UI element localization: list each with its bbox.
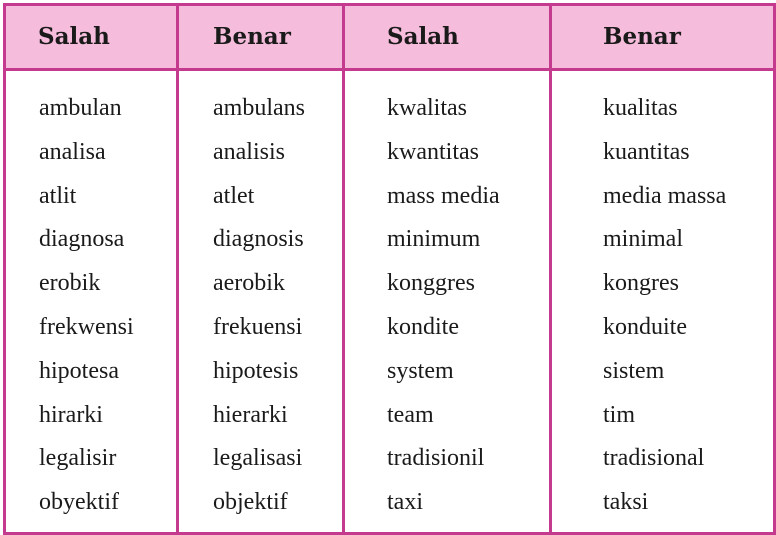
list-item: sistem <box>603 357 665 384</box>
list-item: aerobik <box>213 270 285 297</box>
list-item: analisa <box>39 138 106 165</box>
list-item: hirarki <box>39 401 103 428</box>
table-header <box>6 6 773 71</box>
header-benar-2: Benar <box>603 23 681 50</box>
list-item: hierarki <box>213 401 288 428</box>
list-item: atlit <box>39 182 77 209</box>
list-item: frekuensi <box>213 313 303 340</box>
list-item: frekwensi <box>39 313 134 340</box>
column-divider <box>549 6 552 532</box>
list-item: kongres <box>603 270 679 297</box>
list-item: taksi <box>603 489 649 516</box>
header-salah-2: Salah <box>387 23 459 50</box>
column-salah-2 <box>387 87 500 525</box>
list-item: kualitas <box>603 95 678 121</box>
list-item: ambulans <box>213 95 305 121</box>
list-item: kwalitas <box>387 95 467 121</box>
column-divider <box>176 6 179 532</box>
list-item: obyektif <box>39 489 119 516</box>
list-item: tradisionil <box>387 445 485 472</box>
list-item: minimum <box>387 226 481 253</box>
list-item: kwantitas <box>387 138 479 165</box>
list-item: system <box>387 357 454 384</box>
list-item: objektif <box>213 489 288 516</box>
list-item: minimal <box>603 226 683 253</box>
column-benar-1 <box>213 87 305 525</box>
list-item: konggres <box>387 270 475 297</box>
column-salah-1 <box>39 87 134 525</box>
word-table <box>3 3 776 535</box>
header-salah-1: Salah <box>38 23 110 50</box>
list-item: hipotesis <box>213 357 299 384</box>
list-item: ambulan <box>39 95 122 121</box>
list-item: legalisasi <box>213 445 303 472</box>
list-item: erobik <box>39 270 101 297</box>
list-item: konduite <box>603 313 687 340</box>
list-item: diagnosa <box>39 226 125 253</box>
list-item: team <box>387 401 434 428</box>
column-divider <box>342 6 345 532</box>
list-item: mass media <box>387 182 500 209</box>
list-item: tim <box>603 401 636 428</box>
list-item: hipotesa <box>39 357 119 384</box>
list-item: tradisional <box>603 445 705 472</box>
list-item: kondite <box>387 313 459 340</box>
list-item: legalisir <box>39 445 117 472</box>
list-item: kuantitas <box>603 138 690 165</box>
list-item: media massa <box>603 182 727 209</box>
list-item: analisis <box>213 138 285 165</box>
list-item: atlet <box>213 182 255 209</box>
list-item: diagnosis <box>213 226 304 253</box>
column-benar-2 <box>603 87 726 525</box>
list-item: taxi <box>387 489 423 516</box>
header-benar-1: Benar <box>213 23 291 50</box>
